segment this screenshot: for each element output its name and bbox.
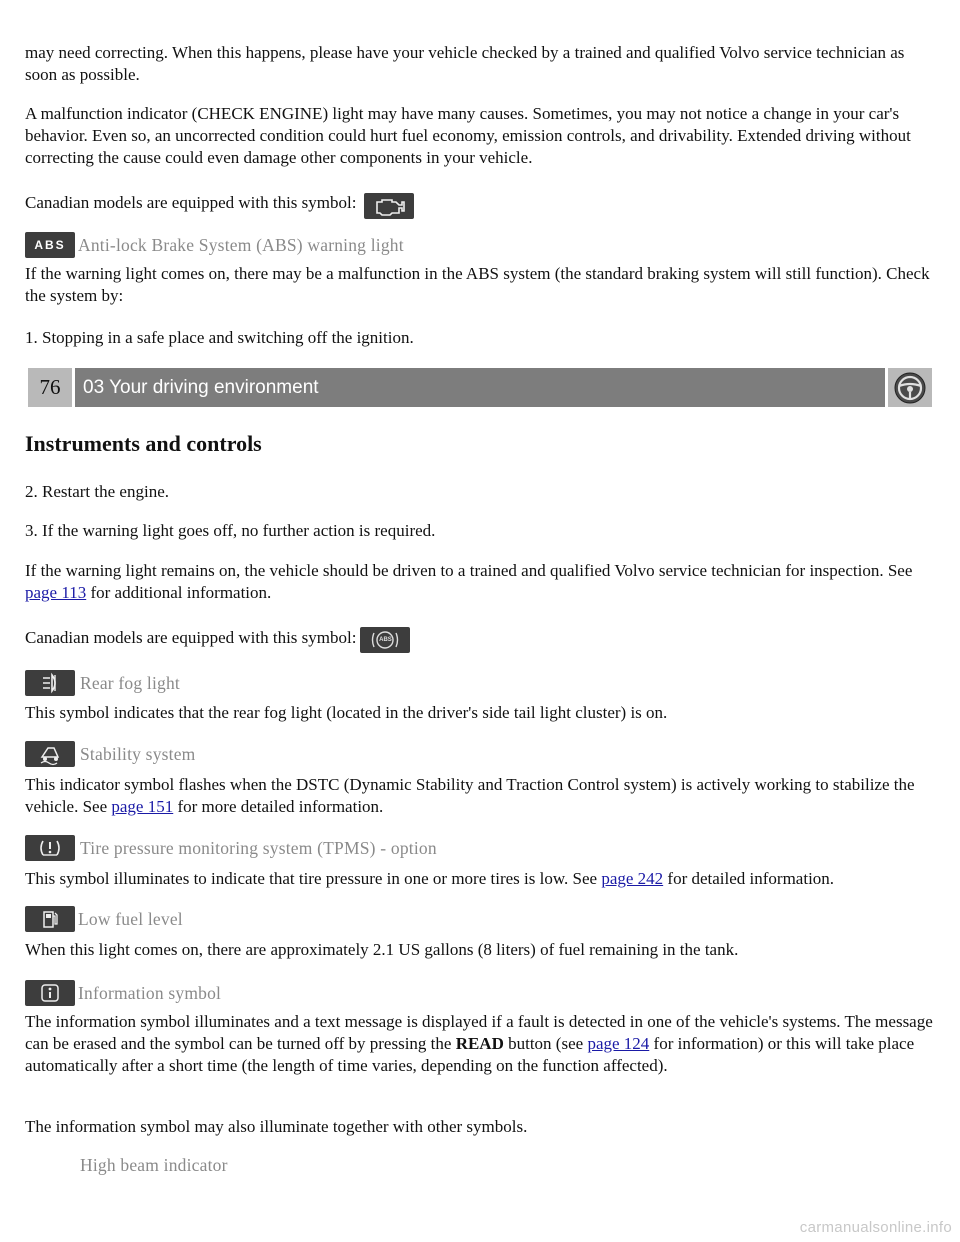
canadian-engine-text: Canadian models are equipped with this symbol: <box>25 193 357 212</box>
stability-title: Stability system <box>80 743 196 764</box>
tpms-title: Tire pressure monitoring system (TPMS) - option <box>80 837 437 858</box>
stability-heading <box>25 741 940 767</box>
fog-heading <box>25 670 940 696</box>
fog-title: Rear fog light <box>80 672 180 693</box>
info-paragraph-2: The information symbol may also illuminate together with other symbols. <box>25 1117 528 1136</box>
page-242-link[interactable]: page 242 <box>601 869 664 888</box>
check-engine-paragraph: A malfunction indicator (CHECK ENGINE) light may have many causes. Sometimes, you may not notice a change in your car's behavior. Even so, an uncorrected condition could hurt fuel economy, emission controls, and drivability. Extended driving without correcting the cause could even damage other components in your vehicle. <box>25 104 911 167</box>
page-number: 76 <box>28 368 72 407</box>
steering-wheel-icon <box>888 368 932 407</box>
page-124-link[interactable]: page 124 <box>587 1034 650 1053</box>
abs-remain-paragraph: If the warning light remains on, the vehicle should be driven to a trained and qualified Volvo service technician for inspection. See page 113 for additional information. <box>25 561 913 602</box>
info-paragraph: The information symbol illuminates and a text message is displayed if a fault is detected in one of the vehicle's systems. The message can be erased and the symbol can be turned off by pressing the READ button (see page 124 for information) or this will take place automatically after a short time (the length of time varies, depending on the function affected). <box>25 1012 933 1075</box>
canadian-engine-row <box>25 187 940 219</box>
abs-paragraph: If the warning light comes on, there may be a malfunction in the ABS system (the standard braking system will still function). Check the system by: <box>25 264 930 305</box>
stability-paragraph: This indicator symbol flashes when the DSTC (Dynamic Stability and Traction Control system) is actively working to stabilize the vehicle. See page 151 for more detailed information. <box>25 775 915 816</box>
tpms-heading <box>25 835 940 861</box>
info-title: Information symbol <box>78 982 222 1003</box>
canadian-abs-text: Canadian models are equipped with this symbol: <box>25 627 357 647</box>
highbeam-heading <box>80 1155 960 1176</box>
fuel-title: Low fuel level <box>78 908 183 929</box>
fuel-pump-icon <box>25 906 75 932</box>
highbeam-title: High beam indicator <box>80 1155 228 1175</box>
info-heading <box>25 980 940 1006</box>
abs-title: Anti-lock Brake System (ABS) warning light <box>78 234 404 255</box>
page-151-link[interactable]: page 151 <box>111 797 174 816</box>
chapter-title: 03 Your driving environment <box>75 368 885 407</box>
abs-step-2: 2. Restart the engine. <box>25 482 169 501</box>
abs-step-1: 1. Stopping in a safe place and switching off the ignition. <box>25 328 414 347</box>
fuel-heading <box>25 906 940 932</box>
read-button-label: READ <box>455 1034 504 1053</box>
stability-system-icon <box>25 741 75 767</box>
check-engine-icon <box>364 193 414 219</box>
canadian-abs-row <box>25 622 940 653</box>
abs-step-3: 3. If the warning light goes off, no further action is required. <box>25 521 436 540</box>
abs-heading <box>25 232 940 258</box>
fuel-paragraph: When this light comes on, there are approximately 2.1 US gallons (8 liters) of fuel remaining in the tank. <box>25 940 739 959</box>
canadian-abs-icon: ABS <box>360 627 410 653</box>
tire-pressure-icon <box>25 835 75 861</box>
page-113-link[interactable]: page 113 <box>25 583 87 602</box>
intro-paragraph: may need correcting. When this happens, please have your vehicle checked by a trained and qualified Volvo service technician as soon as possible. <box>25 43 905 84</box>
page-heading: Instruments and controls <box>25 431 262 456</box>
abs-warning-icon: ABS <box>25 232 75 258</box>
tpms-paragraph: This symbol illuminates to indicate that tire pressure in one or more tires is low. See page 242 for detailed information. <box>25 869 835 888</box>
information-icon <box>25 980 75 1006</box>
chapter-bar <box>28 368 932 407</box>
watermark: carmanualsonline.info <box>799 1219 952 1236</box>
rear-fog-light-icon <box>25 670 75 696</box>
fog-paragraph: This symbol indicates that the rear fog light (located in the driver's side tail light cluster) is on. <box>25 703 668 722</box>
